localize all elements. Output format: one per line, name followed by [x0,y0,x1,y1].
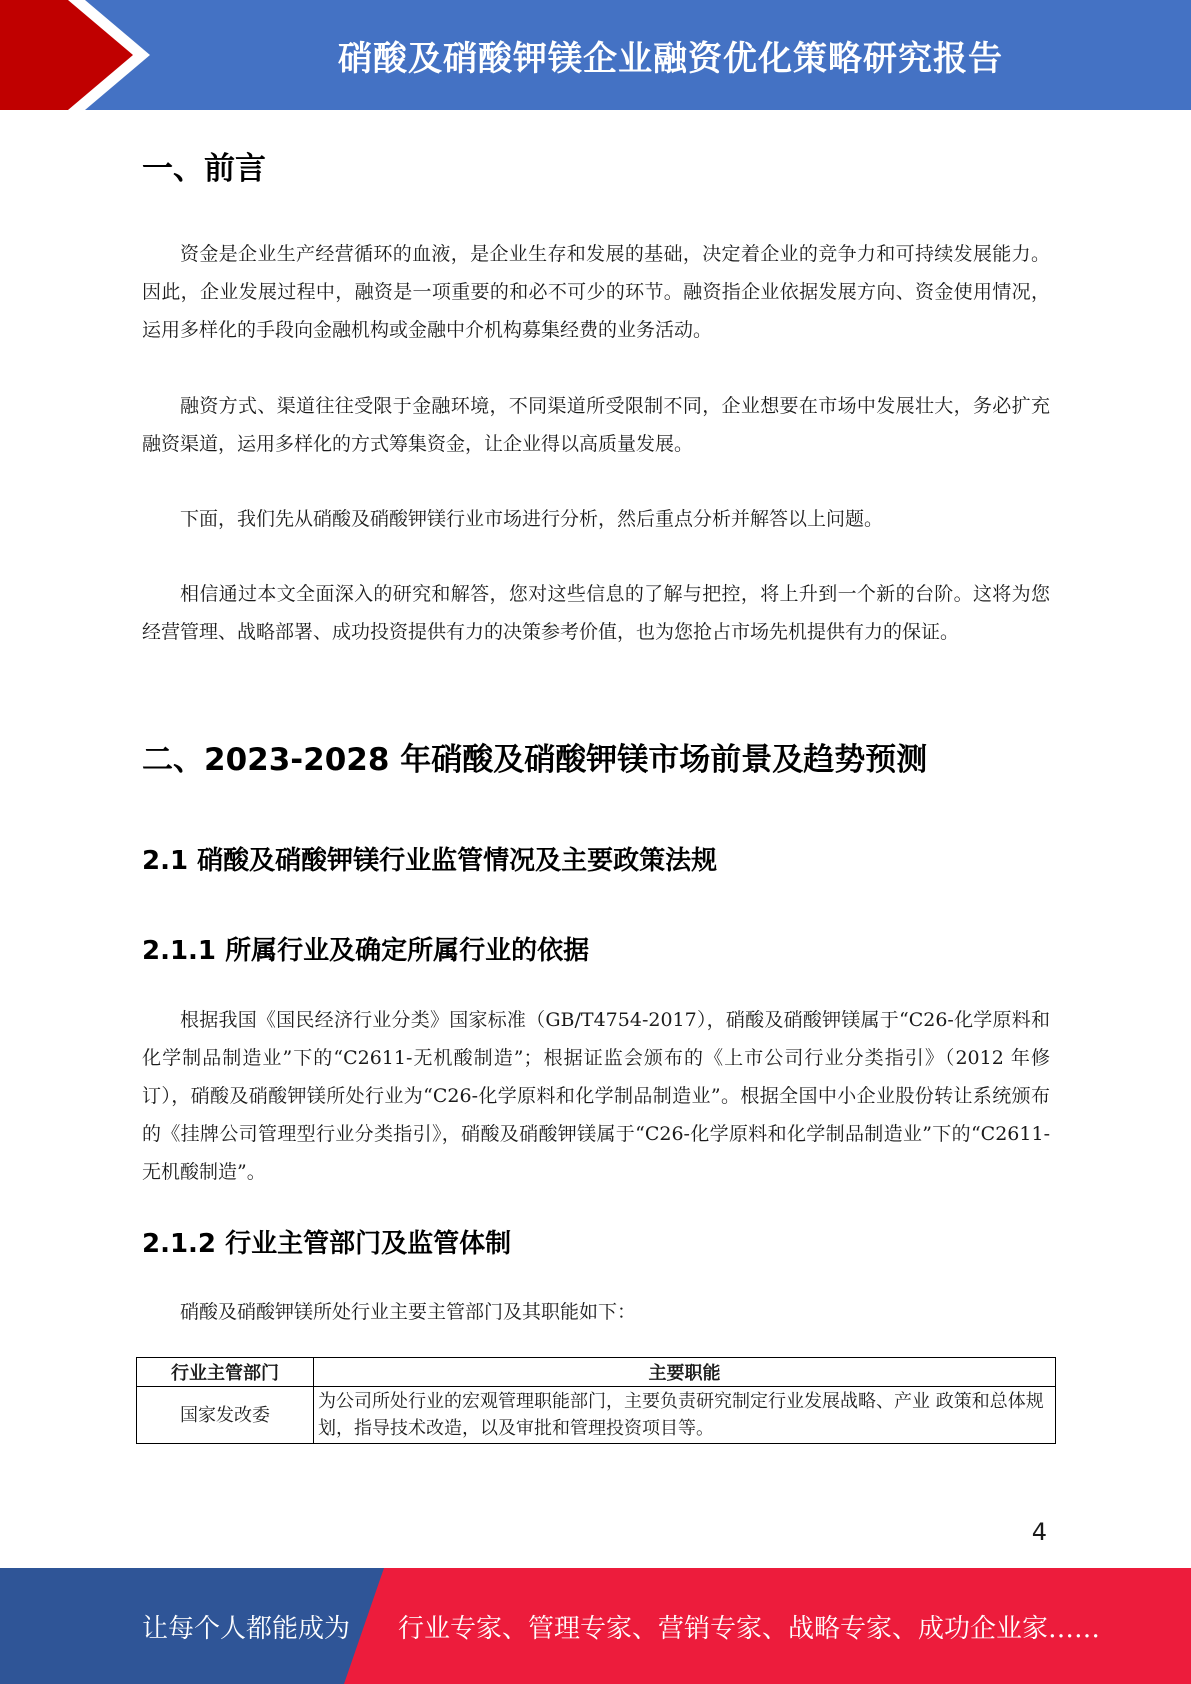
footer-slogan-left: 让每个人都能成为 [142,1613,351,1644]
authority-table [136,1357,1056,1444]
page-number: 4 [1031,1518,1047,1546]
report-title: 硝酸及硝酸钾镁企业融资优化策略研究报告 [338,38,1003,79]
paragraph: 硝酸及硝酸钾镁所处行业主要主管部门及其职能如下： [180,1301,637,1323]
paragraph: 相信通过本文全面深入的研究和解答，您对这些信息的了解与把控，将上升到一个新的台阶。这将为您经营管理、战略部署、成功投资提供有力的决策参考价值，也为您抢占市场先机提供有力的保证。 [142,583,1050,643]
subsection-heading-2-1-1: 2.1.1 所属行业及确定所属行业的依据 [142,936,590,966]
section-heading-forecast: 二、2023-2028 年硝酸及硝酸钾镁市场前景及趋势预测 [142,742,928,778]
subsection-heading-2-1-2: 2.1.2 行业主管部门及监管体制 [142,1229,512,1259]
page-footer [0,1568,1191,1684]
section-heading-preface: 一、前言 [142,151,266,187]
table-header-cell: 主要职能 [314,1358,1056,1387]
footer-slogan-right: 行业专家、管理专家、营销专家、战略专家、成功企业家…… [398,1613,1101,1644]
table-cell-function: 为公司所处行业的宏观管理职能部门，主要负责研究制定行业发展战略、产业 政策和总体规划，指导技术改造，以及审批和管理投资项目等。 [314,1387,1056,1444]
table-cell-department: 国家发改委 [137,1387,314,1444]
paragraph: 根据我国《国民经济行业分类》国家标准（GB/T4754-2017），硝酸及硝酸钾镁属于“C26-化学原料和化学制品制造业”下的“C2611-无机酸制造”；根据证监会颁布的《上市公司行业分类指引》（2012 年修订），硝酸及硝酸钾镁所处行业为“C26-化学原料和化学制品制造业”。根据全国中小企业股份转让系统颁布的《挂牌公司管理型行业分类指引》，硝酸及硝酸钾镁属于“C26-化学原料和化学制品制造业”下的“C2611-无机酸制造”。 [142,1009,1050,1183]
subsection-heading-2-1: 2.1 硝酸及硝酸钾镁行业监管情况及主要政策法规 [142,846,718,876]
paragraph: 融资方式、渠道往往受限于金融环境，不同渠道所受限制不同，企业想要在市场中发展壮大，务必扩充融资渠道，运用多样化的方式筹集资金，让企业得以高质量发展。 [142,395,1050,455]
page-header [0,0,1191,110]
table-header-row [137,1358,1056,1387]
table-header-cell: 行业主管部门 [137,1358,314,1387]
paragraph: 下面，我们先从硝酸及硝酸钾镁行业市场进行分析，然后重点分析并解答以上问题。 [180,508,884,530]
paragraph: 资金是企业生产经营循环的血液，是企业生存和发展的基础，决定着企业的竞争力和可持续发展能力。因此，企业发展过程中，融资是一项重要的和必不可少的环节。融资指企业依据发展方向、资金使用情况，运用多样化的手段向金融机构或金融中介机构募集经费的业务活动。 [142,243,1050,341]
table-row [137,1387,1056,1444]
